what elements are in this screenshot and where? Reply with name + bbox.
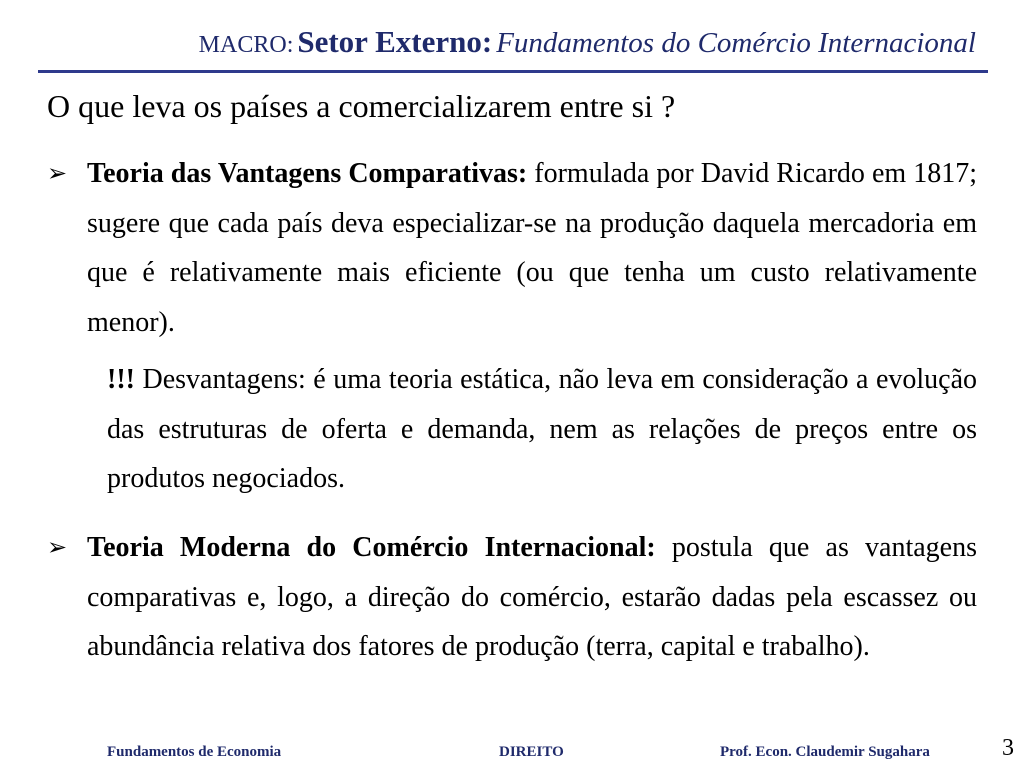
page-number: 3 (1002, 735, 1014, 761)
header-title: Setor Externo: (297, 24, 493, 59)
arrow-bullet-icon: ➢ (47, 533, 68, 561)
footer-author: Prof. Econ. Claudemir Sugahara (720, 744, 930, 760)
slide-question: O que leva os países a comercializarem entre si ? (47, 88, 676, 124)
bullet-teoria-moderna (47, 523, 977, 672)
bullet-heading: Teoria das Vantagens Comparativas: (87, 158, 528, 189)
header-divider (38, 70, 988, 73)
note-marker: !!! (107, 364, 135, 395)
footer-department: DIREITO (499, 744, 564, 760)
footer-course: Fundamentos de Economia (107, 744, 282, 760)
arrow-bullet-icon: ➢ (47, 159, 68, 187)
bullet-paragraph (87, 523, 977, 672)
note-text: Desvantagens: é uma teoria estática, não leva em consideração a evolução das estruturas de oferta e demanda, nem as relações de preços entre os produtos negociados. (107, 364, 978, 494)
bullet-paragraph (87, 149, 977, 347)
bullet-text: postula que as vantagens comparativas e, logo, a direção do comércio, estarão dadas pela escassez ou abundância relativa dos fatores de produção (terra, capital e trabalho). (87, 532, 977, 662)
note-desvantagens (107, 355, 977, 504)
header-subtitle: Fundamentos do Comércio Internacional (496, 27, 976, 59)
bullet-text: formulada por David Ricardo em 1817; sugere que cada país deva especializar-se na produção daquela mercadoria em que é relativamente mais eficiente (ou que tenha um custo relativamente menor). (87, 158, 978, 338)
bullet-heading: Teoria Moderna do Comércio Internacional: (87, 532, 656, 563)
header-prefix: MACRO: (198, 32, 294, 58)
bullet-vantagens-comparativas (47, 149, 977, 347)
slide-header (0, 24, 976, 60)
